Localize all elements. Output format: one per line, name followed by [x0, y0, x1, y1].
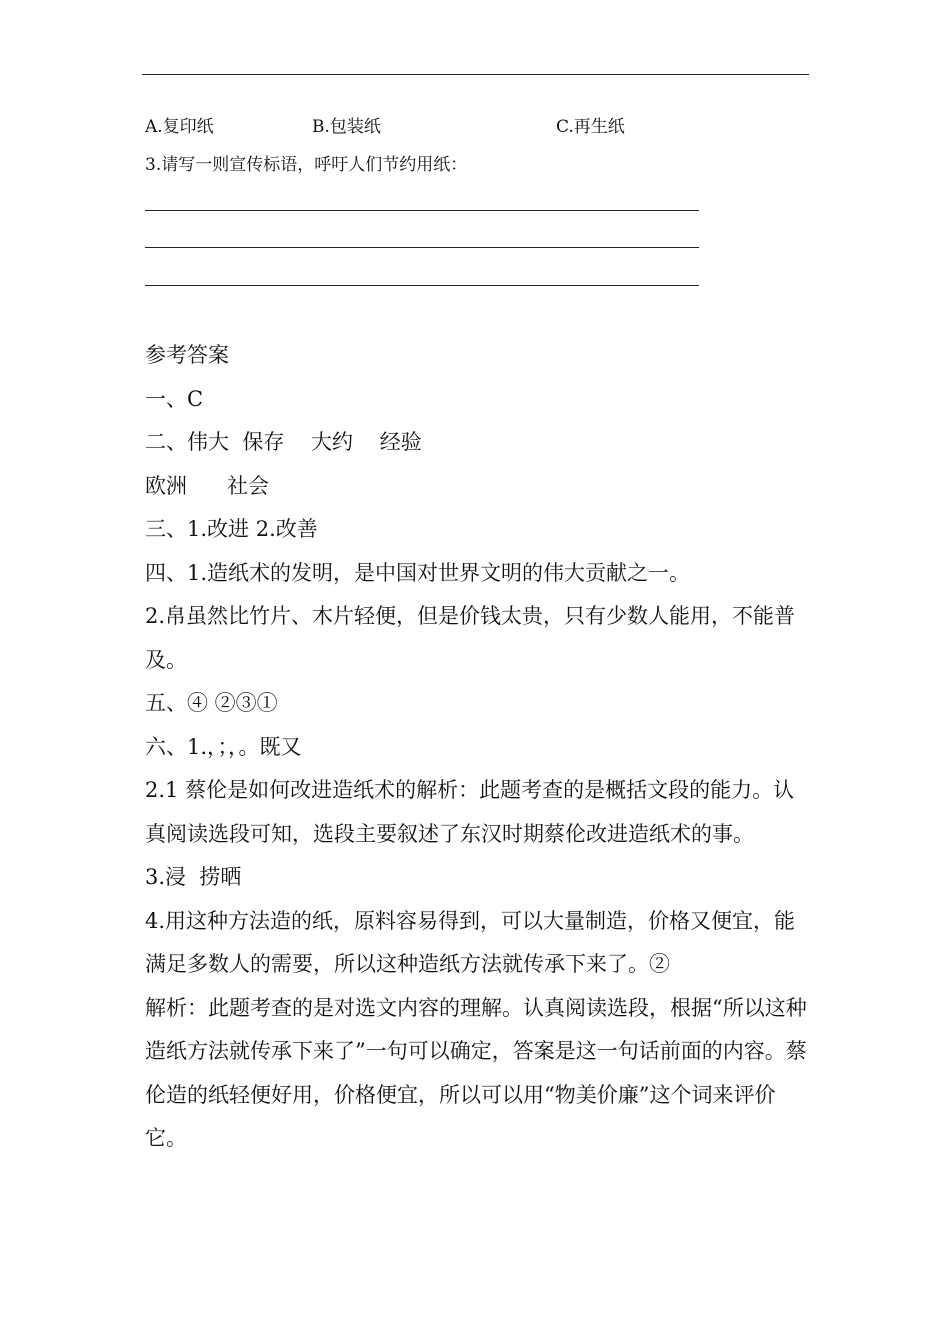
option-b: B.包装纸: [312, 117, 381, 137]
option-a: A.复印纸: [145, 117, 214, 137]
answer-line-6-4: 4.用这种方法造的纸，原料容易得到，可以大量制造，价格又便宜，能满足多数人的需要，所以这种造纸方法就传承下来了。②: [145, 908, 796, 976]
option-c: C.再生纸: [556, 117, 625, 137]
answer-line-4-1: 四、1.造纸术的发明，是中国对世界文明的伟大贡献之一。: [145, 560, 691, 585]
answer-writing-line-2[interactable]: [145, 247, 699, 248]
answer-writing-line-1[interactable]: [145, 210, 699, 211]
answer-explanation: 解析：此题考查的是对选文内容的理解。认真阅读选段，根据“所以这种造纸方法就传承下来了”一句可以确定，答案是这一句话前面的内容。蔡伦造的纸轻便好用，价格便宜，所以可以用“物美价廉”这个词来评价它。: [145, 995, 807, 1150]
header-rule: [142, 74, 809, 75]
answer-line-6-2: 2.1 蔡伦是如何改进造纸术的解析：此题考查的是概括文段的能力。认真阅读选段可知，选段主要叙述了东汉时期蔡伦改进造纸术的事。: [145, 778, 795, 846]
answer-line-6-3: 3.浸 捞晒: [145, 865, 242, 889]
question-3-prompt: 3.请写一则宣传标语，呼吁人们节约用纸：: [145, 155, 468, 175]
answer-line-2: 二、伟大 保存 大约 经验: [145, 430, 422, 454]
answer-line-2-continued: 欧洲 社会: [145, 473, 270, 498]
answer-line-1: 一、C: [145, 386, 204, 411]
answer-line-4-2: 2.帛虽然比竹片、木片轻便，但是价钱太贵，只有少数人能用，不能普及。: [145, 604, 796, 672]
answer-writing-line-3[interactable]: [145, 285, 699, 286]
answer-key-title: 参考答案: [145, 343, 229, 367]
answer-line-5: 五、④ ②③①: [145, 691, 278, 715]
answer-key: [145, 334, 809, 1161]
answer-line-3: 三、1.改进 2.改善: [145, 517, 318, 541]
answer-line-6-1: 六、1.，；，。既又: [145, 734, 302, 759]
